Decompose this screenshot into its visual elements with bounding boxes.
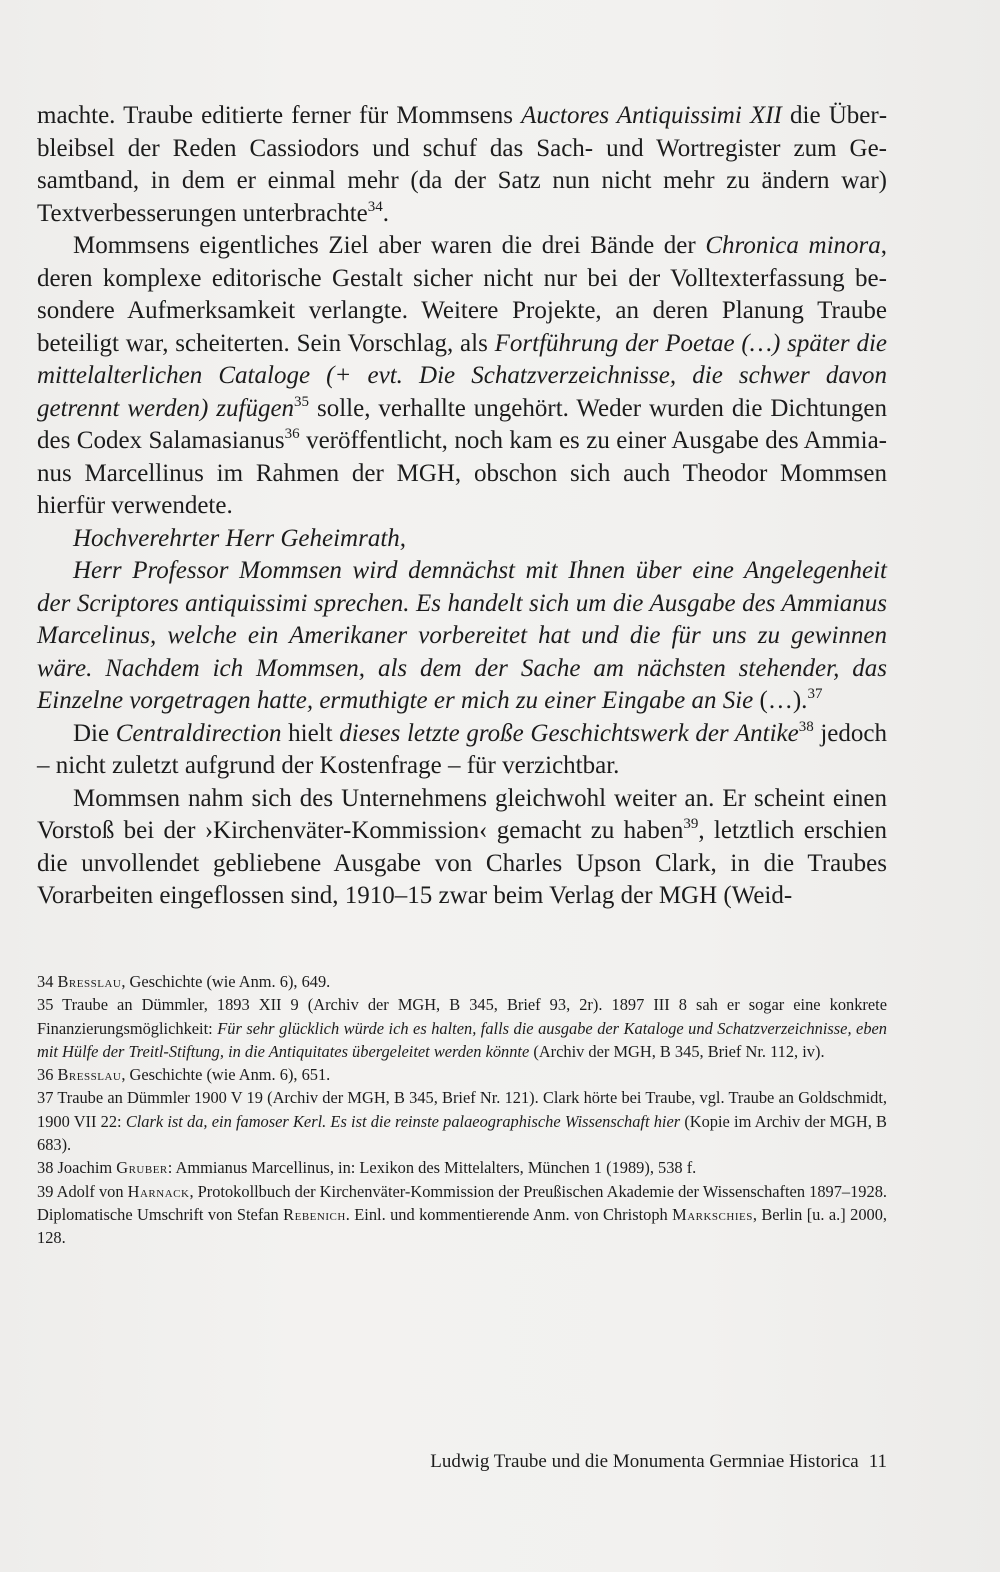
footnote-ref-38[interactable]: 38	[798, 718, 814, 735]
paragraph-4: Mommsen nahm sich des Unternehmens gleichwohl weiter an. Er scheint einen Vorstoß bei der ›Kirchenväter-Kommission‹ gemacht zu haben$^{39}$, letztlich erschien die unvollendet gebliebene Ausgabe von Charles Upson Clark, in die Traubes Vorarbeiten eingeflossen sind, 1910–15 zwar beim Verlag der MGH (Weid-	[37, 784, 888, 909]
page-number: 11	[868, 1451, 887, 1472]
paragraph-3: Die Centraldirection hielt dieses letzte große Geschichtswerk der Antike$^{38}$ jedoch – nicht zuletzt aufgrund der Kostenfrage – für verzichtbar.	[37, 718, 888, 779]
footnotes	[37, 970, 887, 1250]
footnote-ref-35[interactable]: 35	[294, 393, 310, 410]
paragraph-1: machte. Traube editierte ferner für Mommsens Auctores Antiquissimi XII die Überbleibsel der Reden Cassiodors und schuf das Sach- und Wortregister zum Gesamtband, in dem er einmal mehr (da der Satz nun nicht mehr zu ändern war) Textverbesserungen unterbrachte$^{34}$.	[37, 102, 888, 227]
footnote-ref-36[interactable]: 36	[284, 426, 300, 442]
main-text	[37, 100, 887, 913]
footnote-39: 39 Adolf von Harnack, Protokollbuch der Kirchenväter-Kommission der Preußischen Akademie der Wissenschaften 1897–1928. Diplomatische Umschrift von Stefan Rebenich. Einl. und kommentierende Anm. von Christoph Markschies, Berlin [u. a.] 2000, 128.	[37, 1181, 888, 1248]
footnote-ref-39[interactable]: 39	[683, 816, 699, 832]
footnote-36: 36 Bresslau, Geschichte (wie Anm. 6), 651.	[37, 1065, 331, 1085]
footnote-ref-34[interactable]: 34	[367, 198, 383, 215]
footnote-37: 37 Traube an Dümmler 1900 V 19 (Archiv der MGH, B 345, Brief Nr. 121). Clark hörte bei Traube, vgl. Traube an Goldschmidt, 1900 VII 22: Clark ist da, ein famoser Kerl. Es ist die reinste palaeographische Wissenschaft hier (Kopie im Archiv der MGH, B 683).	[37, 1088, 887, 1155]
running-title: Ludwig Traube und die Monumenta Germniae Historica	[430, 1451, 859, 1472]
paragraph-2: Mommsens eigentliches Ziel aber waren die drei Bände der Chronica minora, deren komplexe editorische Gestalt sicher nicht nur bei der Volltexterfassung besondere Aufmerksamkeit verlangte. Weitere Projekte, an deren Planung Traube beteiligt war, scheiterten. Sein Vorschlag, als Fortführung der Poetae (…) später die mittelalterlichen Cataloge (+ evt. Die Schatzverzeichnisse, die schwer davon getrennt werden) zufügen$^{35}$ solle, verhallte ungehört. Weder wurden die Dichtungen des Codex Salamasianus$^{36}$ veröffentlicht, noch kam es zu einer Ausgabe des Ammianus Marcellinus im Rahmen der MGH, obschon sich auch Theodor Mommsen hierfür verwendete.	[37, 232, 887, 519]
footnote-34: 34 Bresslau, Geschichte (wie Anm. 6), 649.	[37, 972, 331, 991]
block-quote: Herr Professor Mommsen wird demnächst mit Ihnen über eine Angelegenheit der Scriptores antiquissimi sprechen. Es handelt sich um die Ausgabe des Ammianus Marcelinus, welche ein Amerikaner vorbereitet hat und die für uns zu gewinnen wäre. Nachdem ich Mommsen, als dem der Sache am nächsten stehender, das Einzelne vorgetragen hatte, ermuthigte er mich zu einer Eingabe an Sie (…).$^{37}$	[37, 557, 887, 714]
running-footer	[37, 1451, 887, 1473]
footnote-38: 38 Joachim Gruber: Ammianus Marcellinus, in: Lexikon des Mittelalters, München 1 (1989), 538 f.	[37, 1158, 697, 1178]
quote-salutation: Hochverehrter Herr Geheimrath,	[73, 524, 407, 552]
footnote-35: 35 Traube an Dümmler, 1893 XII 9 (Archiv der MGH, B 345, Brief 93, 2r). 1897 III 8 sah er sogar eine konkrete Finanzierungsmöglichkeit: Für sehr glücklich würde ich es halten, falls die ausgabe der Kataloge und Schatzverzeichnisse, eben mit Hülfe der Treitl-Stiftung, in die Antiquitates übergeleitet werden könnte (Archiv der MGH, B 345, Brief Nr. 112, iv).	[37, 995, 887, 1061]
footnote-ref-37[interactable]: 37	[807, 686, 823, 702]
